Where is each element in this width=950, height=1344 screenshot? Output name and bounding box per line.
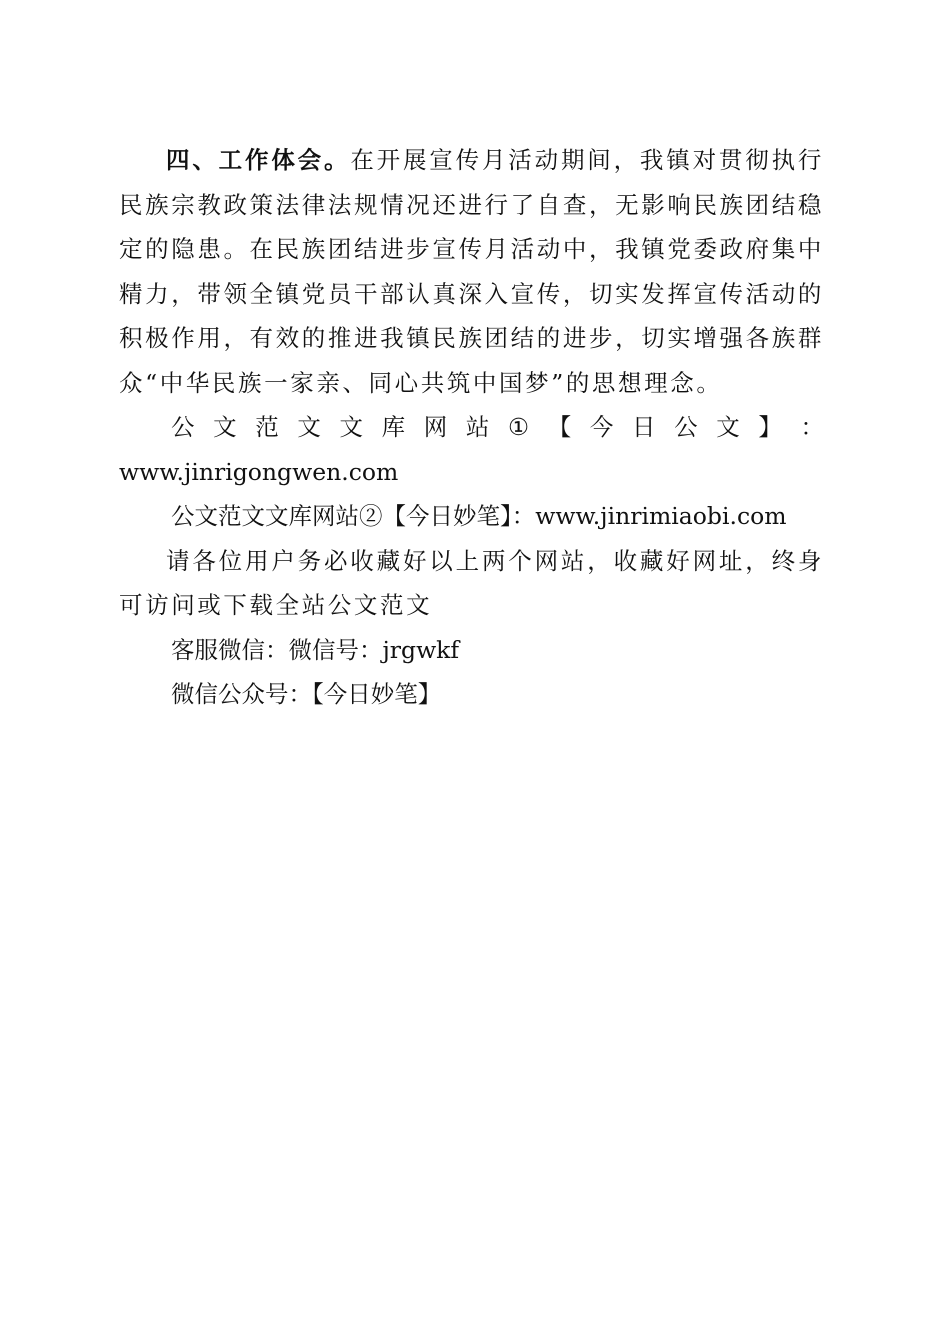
site1-line — [119, 405, 824, 450]
site1-url: www.jinrigongwen.com — [119, 457, 399, 486]
site1-char: 今 — [589, 413, 614, 441]
site1-char: ： — [800, 413, 824, 441]
bookmark-notice: 请各位用户务必收藏好以上两个网站，收藏好网址，终身可访问或下载全站公文范文 — [119, 546, 824, 619]
site1-char: 公 — [171, 413, 195, 441]
site1-char: 库 — [381, 413, 406, 441]
site2-line: 公文范文文库网站②【今日妙笔】：www.jinrimiaobi.com — [171, 502, 787, 530]
site1-char: 文 — [213, 413, 237, 441]
site1-char: 文 — [339, 413, 363, 441]
site1-char: 【 — [547, 413, 572, 441]
site1-char: 网 — [423, 413, 448, 441]
site1-char: ① — [508, 413, 530, 441]
site1-char: 日 — [631, 413, 656, 441]
site1-char: 公 — [674, 413, 698, 441]
section-body: 在开展宣传月活动期间，我镇对贯彻执行民族宗教政策法律法规情况还进行了自查，无影响民族团结稳定的隐患。在民族团结进步宣传月活动中，我镇党委政府集中精力，带领全镇党员干部认真深入宣传，切实发挥宣传活动的积极作用，有效的推进我镇民族团结的进步，切实增强各族群众“中华民族一家亲、同心共筑中国梦”的思想理念。 — [119, 146, 824, 397]
site1-char: 文 — [297, 413, 321, 441]
section-heading: 四、工作体会。 — [166, 146, 351, 174]
work-experience-paragraph — [119, 138, 824, 405]
document-page — [119, 138, 824, 717]
site1-char: 】 — [758, 413, 782, 441]
site1-char: 文 — [716, 413, 740, 441]
customer-service-wechat: 客服微信：微信号：jrgwkf — [171, 635, 460, 664]
site1-char: 站 — [465, 413, 490, 441]
site1-char: 范 — [255, 413, 279, 441]
wechat-official-account: 微信公众号：【今日妙笔】 — [171, 680, 442, 708]
